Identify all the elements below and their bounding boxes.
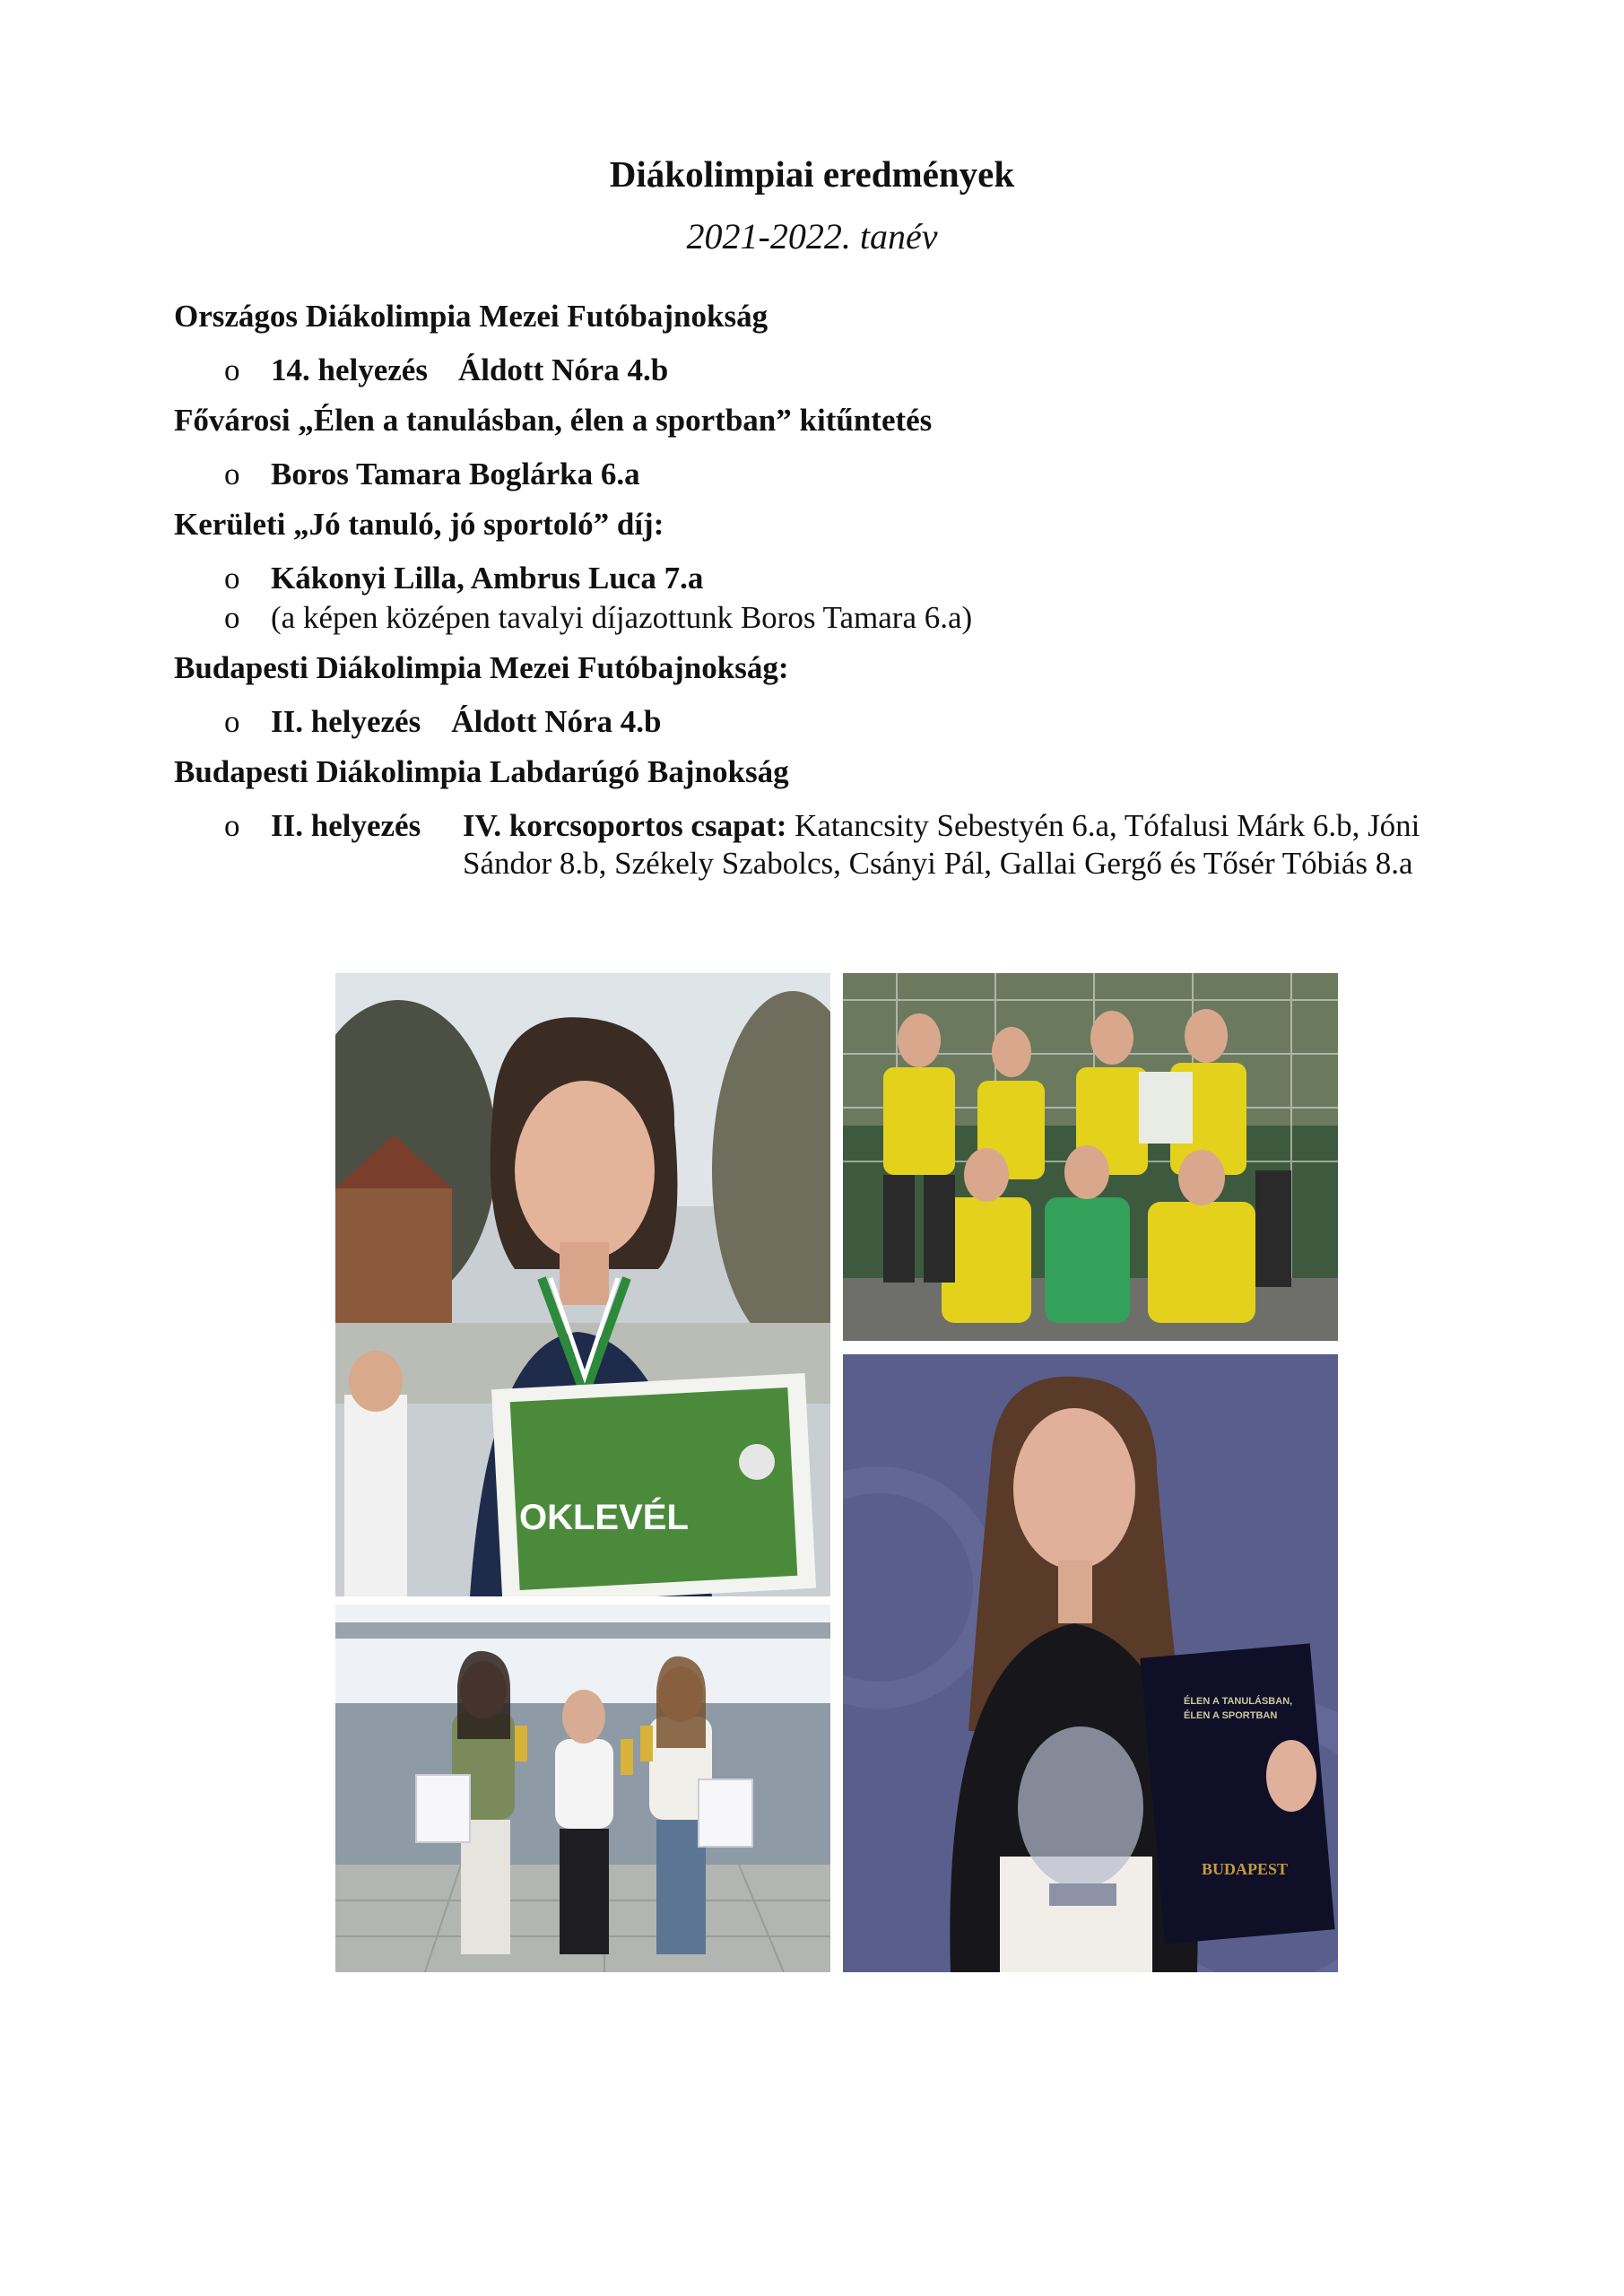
section-district-award [174,506,1501,637]
placement: II. helyezés [271,704,421,739]
bullet-icon: o [224,704,240,739]
award-folder-brand: BUDAPEST [1202,1860,1289,1878]
section-budapest-cross-country [174,649,1501,741]
photo-football-team [843,973,1338,1341]
bullet-icon: o [224,352,240,387]
document-subtitle: 2021-2022. tanév [686,216,938,257]
placement: II. helyezés [271,808,421,843]
section-heading: Fővárosi „Élen a tanulásban, élen a sportban” kitűntetés [174,403,933,438]
result-list [174,703,1501,741]
team-description [463,807,1501,883]
section-heading: Kerületi „Jó tanuló, jó sportoló” díj: [174,507,664,542]
results-content [174,298,1501,895]
diploma-icon [491,1373,816,1596]
student-name: Áldott Nóra 4.b [451,704,662,739]
photo-district-award [335,1605,830,1972]
result-list [174,456,1501,493]
result-list [174,807,1501,883]
team-members: Katancsity Sebestyén 6.a, Tófalusi Márk 6.b, Jóni Sándor 8.b, Székely Szabolcs, Csányi Pál, Gallai Gergő és Tősér Tóbiás 8.a [463,808,1420,881]
bullet-icon: o [224,808,240,843]
student-name: Boros Tamara Boglárka 6.a [271,457,640,491]
team-label: IV. korcsoportos csapat: [463,808,787,843]
student-name: Áldott Nóra 4.b [457,352,669,387]
photo-runner-girl [335,973,830,1596]
result-list [174,352,1501,389]
list-item [174,352,1501,389]
photo-capital-award [843,1354,1338,1972]
award-folder-text: ÉLEN A TANULÁSBAN, [1184,1696,1293,1707]
section-national-cross-country [174,298,1501,389]
document-title: Diákolimpiai eredmények [609,153,1015,195]
section-heading: Budapesti Diákolimpia Labdarúgó Bajnokság [174,754,789,789]
list-item [174,703,1501,741]
bullet-icon: o [224,561,240,596]
section-capital-award [174,402,1501,493]
award-folder-text: ÉLEN A SPORTBAN [1184,1710,1278,1721]
section-budapest-football [174,753,1501,883]
list-item [174,599,1501,637]
team-result [271,807,1501,883]
bullet-icon: o [224,600,240,635]
student-name: Kákonyi Lilla, Ambrus Luca 7.a [271,561,704,596]
result-list [174,560,1501,637]
diploma-text: OKLEVÉL [519,1498,689,1537]
section-heading: Országos Diákolimpia Mezei Futóbajnokság [174,299,769,334]
photo-note: (a képen középen tavalyi díjazottunk Boros Tamara 6.a) [271,600,973,635]
bullet-icon: o [224,457,240,491]
section-heading: Budapesti Diákolimpia Mezei Futóbajnokság: [174,650,789,685]
list-item [174,456,1501,493]
list-item [174,807,1501,883]
placement: 14. helyezés [271,352,428,387]
list-item [174,560,1501,597]
